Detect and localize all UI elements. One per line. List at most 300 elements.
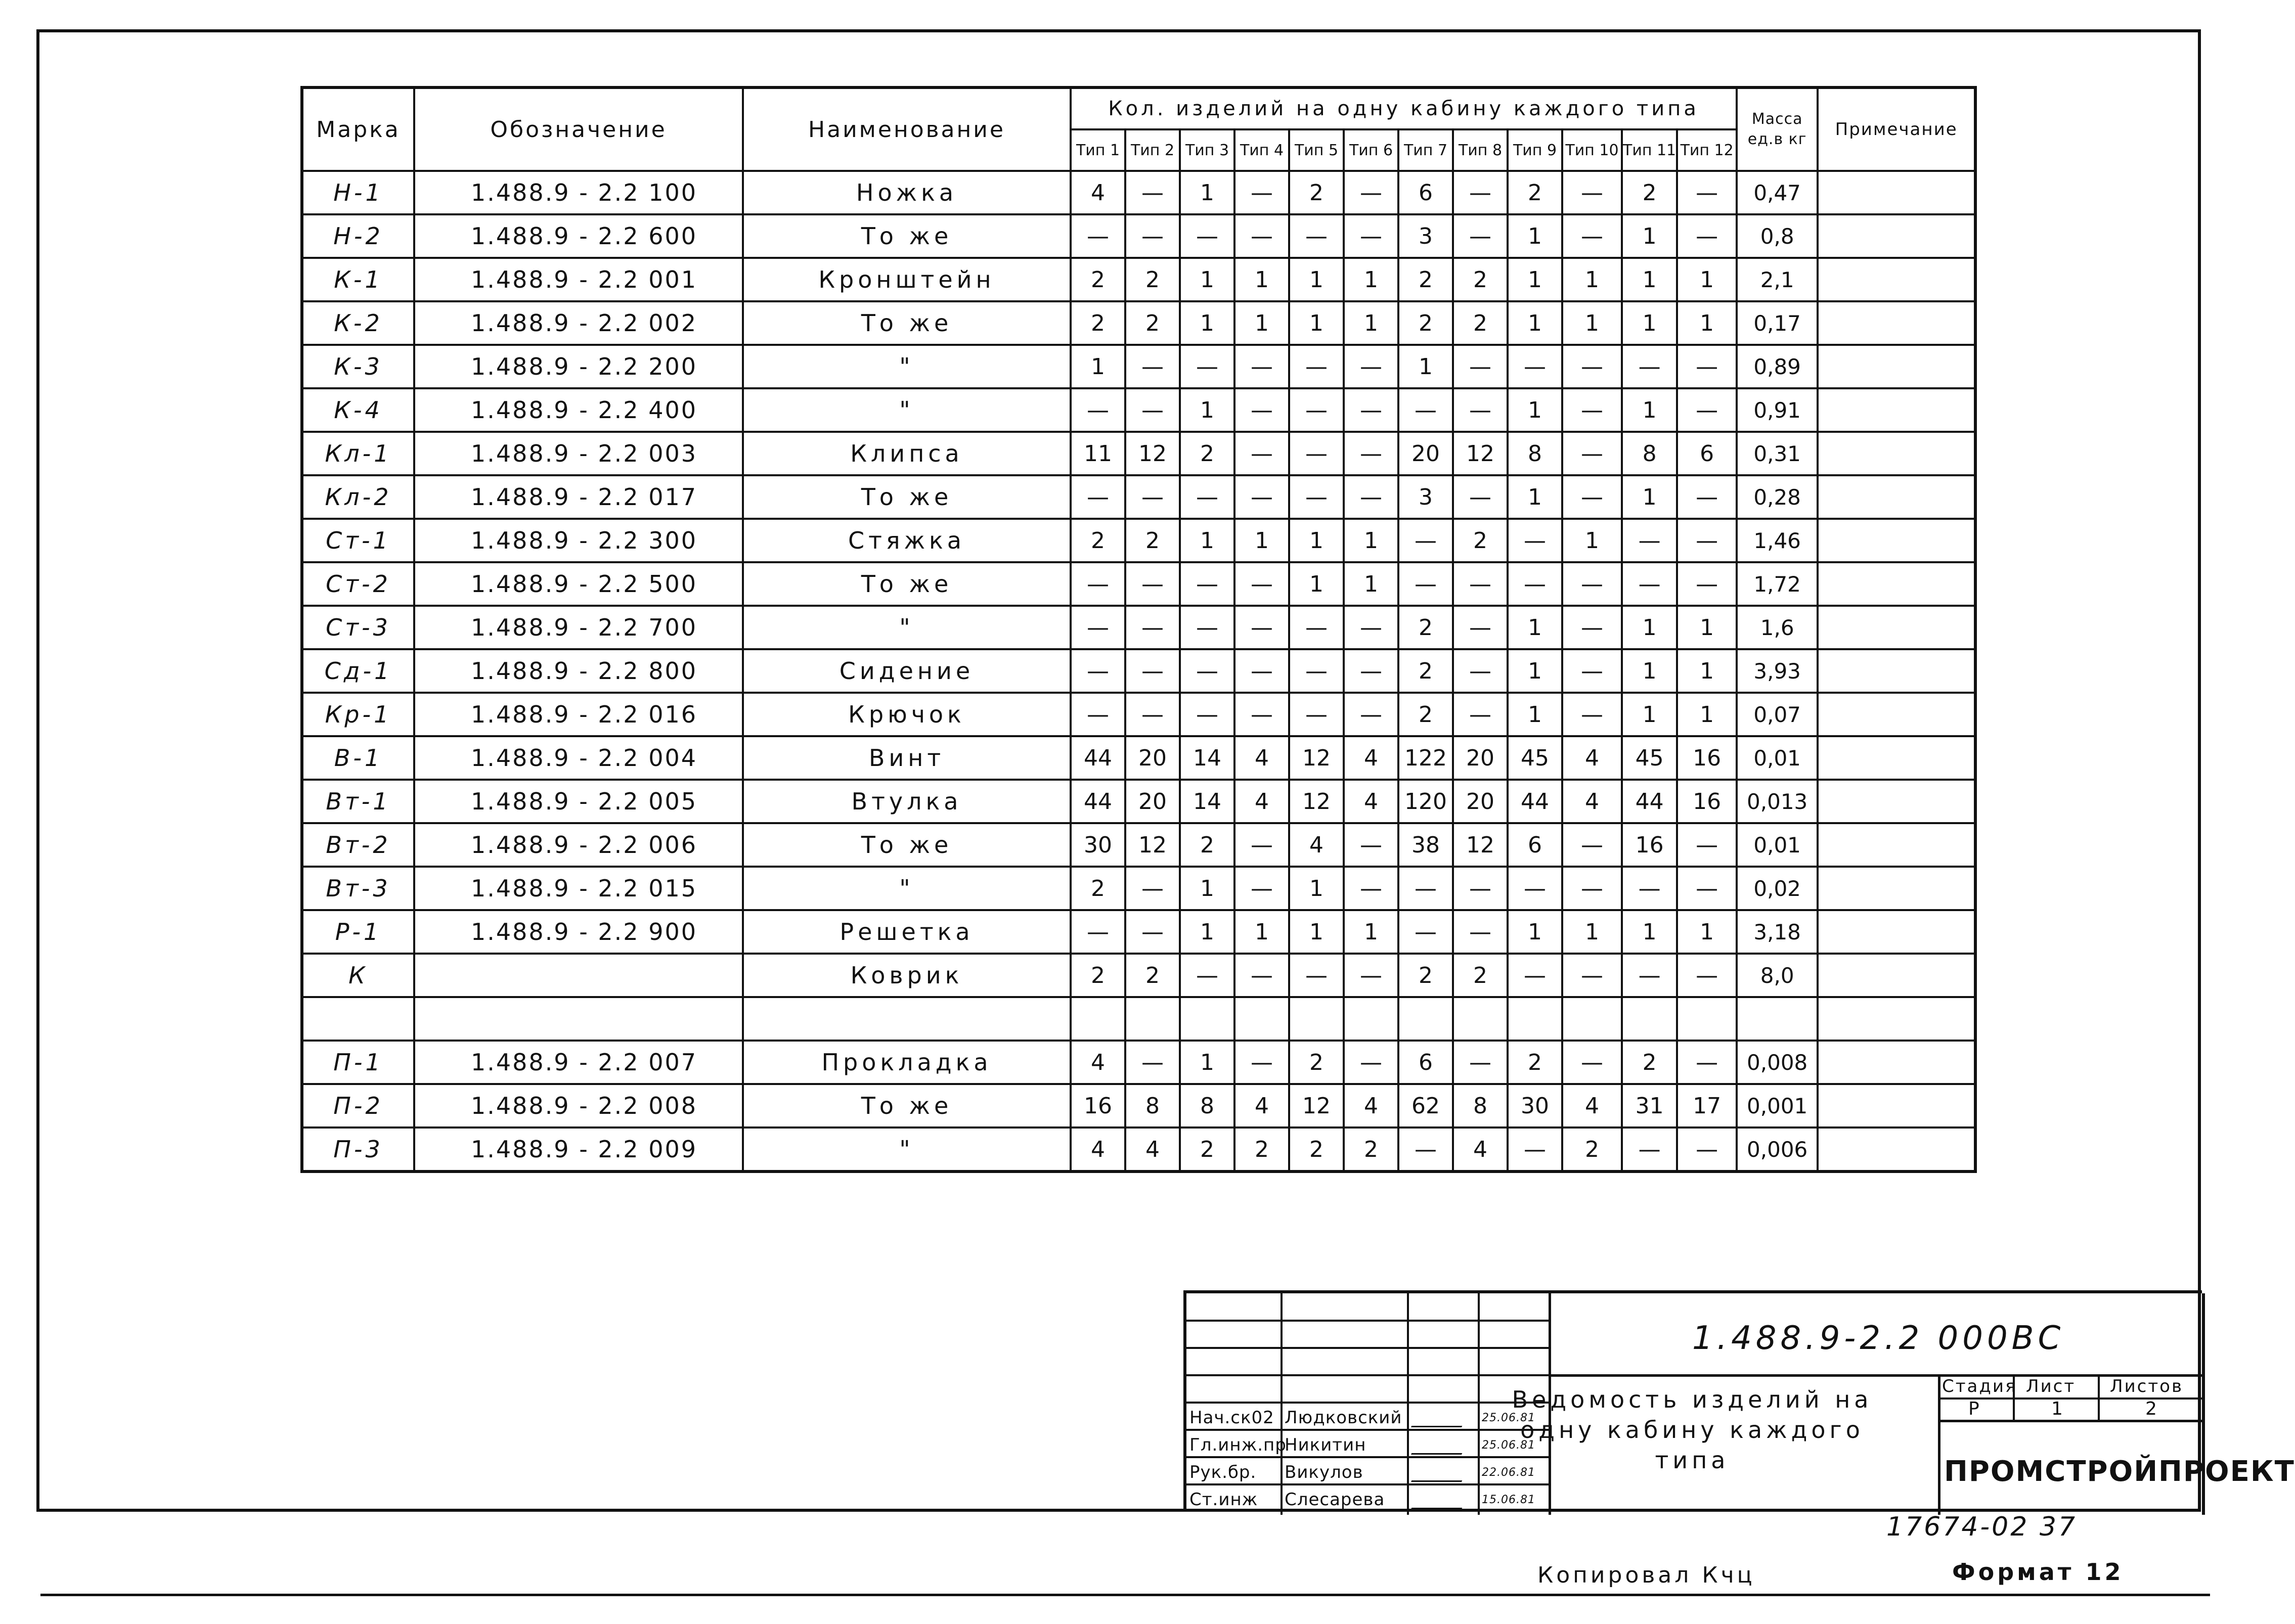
cell-qty-type-10: 1 [1562,301,1622,345]
cell-qty-type-9: 2 [1508,171,1562,214]
cell-qty-type-8: — [1453,475,1508,519]
cell-mass: 0,07 [1737,693,1818,736]
cell-qty-type-12: — [1677,867,1737,910]
cell-qty-type-9: 8 [1508,432,1562,475]
cell-designation: 1.488.9 - 2.2 500 [414,562,743,606]
cell-name: Ножка [743,171,1071,214]
cell-qty-type-2: — [1125,475,1180,519]
cell-note [1818,301,1975,345]
cell-qty-type-6: 4 [1344,736,1398,780]
cell-qty-type-2: — [1125,1041,1180,1084]
cell-note [1818,997,1975,1041]
cell-designation: 1.488.9 - 2.2 002 [414,301,743,345]
cell-note [1818,1084,1975,1127]
cell-qty-type-3: 1 [1180,258,1234,301]
cell-designation: 1.488.9 - 2.2 700 [414,606,743,649]
cell-mass: 0,89 [1737,345,1818,388]
cell-marka: Кр-1 [302,693,414,736]
table-row [302,519,1975,562]
cell-mass: 1,6 [1737,606,1818,649]
header-type-4: Тип 4 [1234,129,1289,171]
cell-qty-type-11: — [1622,1127,1677,1171]
signature-name: Людковский [1285,1408,1402,1428]
cell-designation: 1.488.9 - 2.2 400 [414,388,743,432]
cell-qty-type-2: 2 [1125,519,1180,562]
table-body [302,171,1975,1171]
cell-qty-type-5: — [1289,693,1344,736]
cell-name: Сидение [743,649,1071,693]
header-type-8: Тип 8 [1453,129,1508,171]
cell-qty-type-7: 3 [1398,214,1453,258]
bottom-rule [40,1594,2210,1596]
cell-mass: 0,91 [1737,388,1818,432]
cell-name: " [743,345,1071,388]
cell-name: " [743,867,1071,910]
cell-qty-type-2: 12 [1125,432,1180,475]
cell-name: То же [743,823,1071,867]
cell-qty-type-2: 8 [1125,1084,1180,1127]
cell-designation: 1.488.9 - 2.2 007 [414,1041,743,1084]
cell-qty-type-6: 4 [1344,780,1398,823]
sheets-label: Листов [2110,1376,2184,1396]
cell-qty-type-3: 2 [1180,432,1234,475]
cell-qty-type-1: 11 [1071,432,1125,475]
cell-qty-type-4 [1234,997,1289,1041]
cell-qty-type-12: 1 [1677,258,1737,301]
cell-note [1818,606,1975,649]
cell-qty-type-9: — [1508,345,1562,388]
cell-qty-type-1: 44 [1071,780,1125,823]
cell-qty-type-11: — [1622,867,1677,910]
cell-qty-type-1: 2 [1071,519,1125,562]
cell-marka: Кл-2 [302,475,414,519]
archive-number: 17674-02 37 [1886,1512,2078,1542]
cell-qty-type-12: — [1677,954,1737,997]
signature-mark [1411,1406,1472,1427]
cell-designation: 1.488.9 - 2.2 004 [414,736,743,780]
cell-qty-type-3: 14 [1180,780,1234,823]
cell-mass: 0,02 [1737,867,1818,910]
cell-qty-type-8: — [1453,606,1508,649]
cell-qty-type-3: — [1180,649,1234,693]
cell-qty-type-2: 20 [1125,736,1180,780]
cell-note [1818,1041,1975,1084]
cell-qty-type-5 [1289,997,1344,1041]
cell-qty-type-4: — [1234,823,1289,867]
cell-note [1818,867,1975,910]
cell-qty-type-3: 1 [1180,519,1234,562]
cell-qty-type-3: 14 [1180,736,1234,780]
header-type-5: Тип 5 [1289,129,1344,171]
cell-qty-type-5: — [1289,345,1344,388]
cell-mass: 0,008 [1737,1041,1818,1084]
cell-qty-type-10: — [1562,432,1622,475]
cell-qty-type-5: — [1289,606,1344,649]
cell-qty-type-12: — [1677,171,1737,214]
cell-designation: 1.488.9 - 2.2 001 [414,258,743,301]
cell-qty-type-9: 1 [1508,258,1562,301]
cell-qty-type-5: 1 [1289,301,1344,345]
cell-qty-type-12: 1 [1677,301,1737,345]
cell-qty-type-6: — [1344,1041,1398,1084]
cell-qty-type-2: — [1125,171,1180,214]
cell-qty-type-9: 1 [1508,606,1562,649]
cell-mass: 0,006 [1737,1127,1818,1171]
cell-qty-type-3: — [1180,214,1234,258]
header-note: Примечание [1818,87,1975,171]
cell-qty-type-8: — [1453,867,1508,910]
cell-qty-type-4: — [1234,388,1289,432]
cell-qty-type-7: 2 [1398,258,1453,301]
cell-qty-type-10: — [1562,388,1622,432]
cell-designation: 1.488.9 - 2.2 600 [414,214,743,258]
cell-qty-type-7: — [1398,1127,1453,1171]
cell-note [1818,562,1975,606]
cell-qty-type-1: 4 [1071,1127,1125,1171]
cell-qty-type-7: 20 [1398,432,1453,475]
cell-mass: 1,46 [1737,519,1818,562]
cell-qty-type-4: 4 [1234,736,1289,780]
cell-qty-type-4: — [1234,562,1289,606]
cell-qty-type-1: — [1071,910,1125,954]
cell-qty-type-1: 1 [1071,345,1125,388]
cell-mass: 1,72 [1737,562,1818,606]
cell-qty-type-1: — [1071,475,1125,519]
signature-name: Викулов [1285,1462,1363,1482]
cell-qty-type-3: — [1180,954,1234,997]
cell-qty-type-4: — [1234,693,1289,736]
cell-qty-type-6: — [1344,867,1398,910]
cell-qty-type-8: 12 [1453,823,1508,867]
cell-note [1818,388,1975,432]
cell-qty-type-3: 1 [1180,1041,1234,1084]
cell-qty-type-5: — [1289,432,1344,475]
cell-qty-type-10: — [1562,867,1622,910]
cell-qty-type-3: — [1180,345,1234,388]
signature-mark [1411,1460,1472,1482]
cell-qty-type-4: — [1234,345,1289,388]
cell-name [743,997,1071,1041]
sheet-label: Лист [2026,1376,2076,1396]
product-schedule-table [300,86,1977,1173]
table-row [302,997,1975,1041]
cell-mass: 8,0 [1737,954,1818,997]
cell-qty-type-6: 1 [1344,910,1398,954]
cell-qty-type-4: 1 [1234,910,1289,954]
cell-qty-type-11: 44 [1622,780,1677,823]
cell-qty-type-9: 1 [1508,214,1562,258]
cell-qty-type-7: — [1398,867,1453,910]
cell-name: Крючок [743,693,1071,736]
cell-qty-type-10: — [1562,214,1622,258]
cell-qty-type-5: 2 [1289,1041,1344,1084]
cell-name: Винт [743,736,1071,780]
table-row [302,910,1975,954]
cell-qty-type-7: 2 [1398,606,1453,649]
cell-qty-type-11: 1 [1622,388,1677,432]
cell-qty-type-8: — [1453,1041,1508,1084]
cell-qty-type-3 [1180,997,1234,1041]
cell-designation [414,954,743,997]
cell-qty-type-3: 1 [1180,301,1234,345]
cell-qty-type-12: — [1677,562,1737,606]
header-type-11: Тип 11 [1622,129,1677,171]
cell-marka: Р-1 [302,910,414,954]
cell-mass: 0,01 [1737,736,1818,780]
cell-mass: 0,001 [1737,1084,1818,1127]
table-row [302,475,1975,519]
cell-qty-type-3: 1 [1180,910,1234,954]
table-row [302,780,1975,823]
cell-qty-type-8: 2 [1453,954,1508,997]
cell-marka: Вт-1 [302,780,414,823]
cell-note [1818,736,1975,780]
cell-note [1818,475,1975,519]
signature-role: Нач.ск02 [1189,1408,1274,1428]
cell-qty-type-11: — [1622,345,1677,388]
cell-qty-type-6: — [1344,823,1398,867]
cell-qty-type-11: 1 [1622,301,1677,345]
cell-qty-type-8: — [1453,562,1508,606]
cell-qty-type-9: — [1508,867,1562,910]
cell-name: То же [743,214,1071,258]
cell-qty-type-12: 1 [1677,693,1737,736]
cell-designation [414,997,743,1041]
cell-qty-type-9: 1 [1508,301,1562,345]
cell-qty-type-5: 1 [1289,519,1344,562]
table-row [302,388,1975,432]
format-label: Формат 12 [1952,1558,2124,1586]
cell-designation: 1.488.9 - 2.2 017 [414,475,743,519]
cell-qty-type-6: — [1344,954,1398,997]
cell-qty-type-5: — [1289,954,1344,997]
cell-note [1818,519,1975,562]
cell-qty-type-2 [1125,997,1180,1041]
cell-qty-type-1: 30 [1071,823,1125,867]
cell-qty-type-6: 1 [1344,301,1398,345]
cell-qty-type-1: 4 [1071,171,1125,214]
cell-marka: К-2 [302,301,414,345]
cell-qty-type-11: 2 [1622,171,1677,214]
cell-name: То же [743,562,1071,606]
cell-qty-type-10: — [1562,649,1622,693]
cell-qty-type-9: 2 [1508,1041,1562,1084]
cell-marka [302,997,414,1041]
signature-role: Ст.инж [1189,1490,1258,1510]
cell-qty-type-3: 1 [1180,867,1234,910]
cell-qty-type-9: — [1508,519,1562,562]
cell-qty-type-2: — [1125,562,1180,606]
cell-marka: В-1 [302,736,414,780]
cell-marka: К [302,954,414,997]
cell-qty-type-9: 44 [1508,780,1562,823]
cell-qty-type-9: 1 [1508,475,1562,519]
cell-qty-type-7: 6 [1398,1041,1453,1084]
cell-mass: 0,013 [1737,780,1818,823]
cell-qty-type-8: 20 [1453,780,1508,823]
cell-qty-type-5: 12 [1289,736,1344,780]
cell-qty-type-8: — [1453,910,1508,954]
cell-qty-type-2: 4 [1125,1127,1180,1171]
header-row-top [302,87,1975,129]
header-mass-line2: ед.в кг [1747,130,1807,148]
cell-qty-type-2: — [1125,345,1180,388]
cell-qty-type-11: 2 [1622,1041,1677,1084]
cell-qty-type-10: — [1562,171,1622,214]
cell-designation: 1.488.9 - 2.2 100 [414,171,743,214]
cell-qty-type-1: — [1071,562,1125,606]
cell-qty-type-8 [1453,997,1508,1041]
sheet-title: Ведомость изделий на одну кабину каждого типа [1512,1386,1873,1474]
signature-name: Никитин [1285,1435,1366,1455]
cell-qty-type-10: 2 [1562,1127,1622,1171]
cell-qty-type-12: — [1677,475,1737,519]
header-mass-line1: Масса [1751,110,1803,128]
cell-qty-type-1: — [1071,214,1125,258]
cell-qty-type-6: — [1344,606,1398,649]
cell-qty-type-5: 2 [1289,1127,1344,1171]
cell-qty-type-1: 2 [1071,867,1125,910]
cell-qty-type-12: 1 [1677,649,1737,693]
cell-name: " [743,606,1071,649]
cell-mass: 2,1 [1737,258,1818,301]
cell-note [1818,780,1975,823]
cell-qty-type-1: 2 [1071,954,1125,997]
cell-qty-type-6: 1 [1344,562,1398,606]
table-row [302,649,1975,693]
cell-qty-type-9: 1 [1508,649,1562,693]
header-mass [1737,87,1818,171]
header-type-7: Тип 7 [1398,129,1453,171]
cell-qty-type-10: 4 [1562,780,1622,823]
cell-qty-type-6: 1 [1344,519,1398,562]
cell-note [1818,258,1975,301]
cell-name: Клипса [743,432,1071,475]
cell-qty-type-3: — [1180,475,1234,519]
cell-qty-type-3: — [1180,693,1234,736]
cell-qty-type-1: 4 [1071,1041,1125,1084]
cell-designation: 1.488.9 - 2.2 005 [414,780,743,823]
cell-qty-type-6: 2 [1344,1127,1398,1171]
stage-value: Р [1968,1399,1979,1419]
table-row [302,345,1975,388]
table-row [302,954,1975,997]
cell-mass: 0,17 [1737,301,1818,345]
cell-qty-type-1: — [1071,606,1125,649]
cell-mass: 0,31 [1737,432,1818,475]
signature-name: Слесарева [1285,1490,1385,1510]
cell-qty-type-6: 4 [1344,1084,1398,1127]
cell-designation: 1.488.9 - 2.2 015 [414,867,743,910]
cell-qty-type-11: 1 [1622,693,1677,736]
cell-marka: Ст-1 [302,519,414,562]
signature-date: 25.06.81 [1482,1412,1535,1424]
cell-qty-type-8: — [1453,345,1508,388]
cell-qty-type-7: 2 [1398,954,1453,997]
cell-qty-type-6: — [1344,171,1398,214]
cell-qty-type-7 [1398,997,1453,1041]
header-type-3: Тип 3 [1180,129,1234,171]
cell-qty-type-10: — [1562,693,1622,736]
stage-label: Стадия [1942,1376,2017,1396]
cell-designation: 1.488.9 - 2.2 300 [414,519,743,562]
cell-qty-type-11: 1 [1622,606,1677,649]
table-row [302,823,1975,867]
cell-marka: Ст-3 [302,606,414,649]
cell-designation: 1.488.9 - 2.2 006 [414,823,743,867]
cell-qty-type-4: — [1234,649,1289,693]
cell-qty-type-11: 1 [1622,649,1677,693]
cell-qty-type-10: — [1562,954,1622,997]
document-code: 1.488.9-2.2 000ВС [1692,1320,2065,1357]
cell-qty-type-12 [1677,997,1737,1041]
cell-qty-type-11: — [1622,954,1677,997]
cell-note [1818,171,1975,214]
cell-qty-type-7: 122 [1398,736,1453,780]
cell-qty-type-11: 45 [1622,736,1677,780]
cell-qty-type-3: 1 [1180,388,1234,432]
cell-qty-type-7: 120 [1398,780,1453,823]
cell-qty-type-10: — [1562,562,1622,606]
cell-qty-type-6: — [1344,693,1398,736]
cell-name: То же [743,301,1071,345]
cell-qty-type-11 [1622,997,1677,1041]
cell-qty-type-5: 12 [1289,780,1344,823]
cell-qty-type-4: 1 [1234,519,1289,562]
table-row [302,301,1975,345]
cell-qty-type-10: — [1562,345,1622,388]
cell-qty-type-4: 1 [1234,258,1289,301]
cell-qty-type-12: 1 [1677,910,1737,954]
header-type-10: Тип 10 [1562,129,1622,171]
cell-qty-type-1: — [1071,649,1125,693]
cell-marka: П-3 [302,1127,414,1171]
cell-qty-type-5: — [1289,649,1344,693]
table-row [302,867,1975,910]
cell-note [1818,910,1975,954]
cell-qty-type-10: — [1562,1041,1622,1084]
cell-qty-type-8: — [1453,693,1508,736]
cell-qty-type-6: — [1344,649,1398,693]
cell-qty-type-12: 1 [1677,606,1737,649]
cell-qty-type-9: 1 [1508,910,1562,954]
cell-name: Прокладка [743,1041,1071,1084]
header-type-2: Тип 2 [1125,129,1180,171]
cell-marka: Н-1 [302,171,414,214]
table-row [302,606,1975,649]
cell-qty-type-5: 2 [1289,171,1344,214]
signature-date: 22.06.81 [1482,1466,1535,1479]
header-marka: Марка [302,87,414,171]
cell-qty-type-9 [1508,997,1562,1041]
cell-qty-type-7: 2 [1398,649,1453,693]
cell-qty-type-6: — [1344,432,1398,475]
cell-qty-type-5: — [1289,475,1344,519]
cell-qty-type-3: 8 [1180,1084,1234,1127]
table-row [302,1041,1975,1084]
cell-qty-type-4: 4 [1234,780,1289,823]
cell-qty-type-1: — [1071,388,1125,432]
cell-note [1818,693,1975,736]
table-row [302,214,1975,258]
cell-qty-type-10: 4 [1562,736,1622,780]
cell-qty-type-7: — [1398,388,1453,432]
cell-qty-type-12: 17 [1677,1084,1737,1127]
title-block [1183,1290,2295,1512]
cell-qty-type-10: — [1562,475,1622,519]
cell-qty-type-12: — [1677,519,1737,562]
cell-qty-type-12: 16 [1677,780,1737,823]
